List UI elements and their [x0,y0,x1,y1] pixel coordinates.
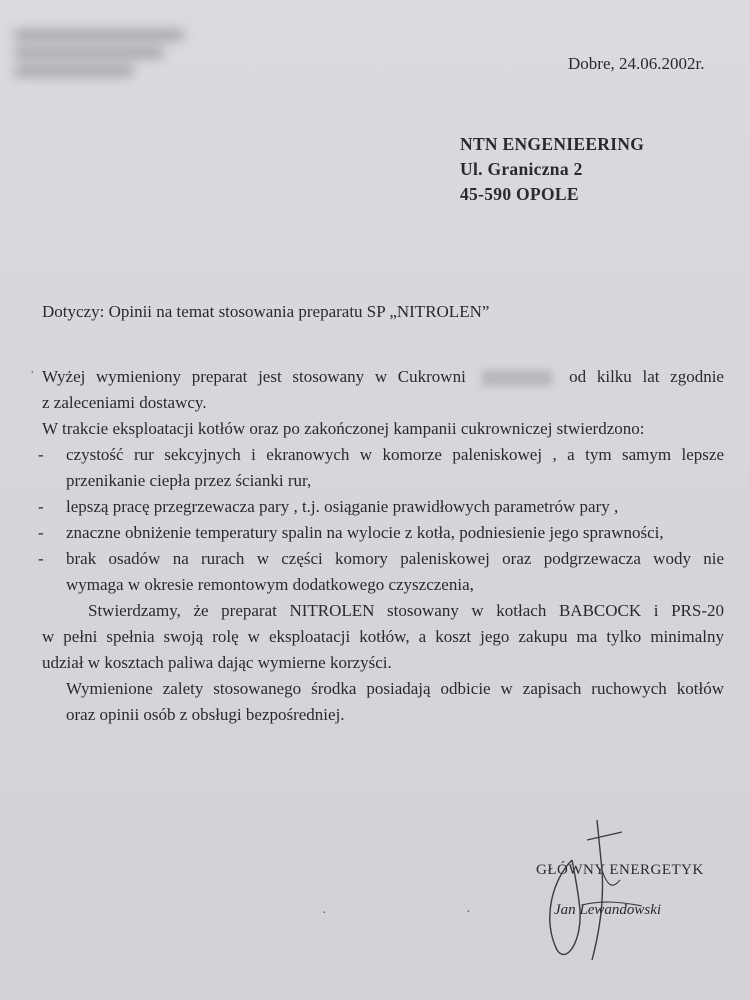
list-item-continuation: wymaga w okresie remontowym dodatkowego czyszczenia, [66,575,474,594]
handwritten-signature [512,810,672,970]
list-item: - lepszą pracę przegrzewacza pary , t.j. osiąganie prawidłowych parametrów pary , [38,497,619,516]
stray-mark: · [466,905,471,920]
letter-date: Dobre, 24.06.2002r. [568,54,705,73]
intro-line-1: Wyżej wymieniony preparat jest stosowany w Cukrowni od kilku lat zgodnie [42,367,724,386]
conclusion-line-2: w pełni spełnia swoją rolę w eksploatacji kotłów, a koszt jego zakupu ma tylko minimalny [42,627,724,646]
letter-subject: Dotyczy: Opinii na temat stosowania preparatu SP „NITROLEN” [42,302,490,321]
conclusion-line-1: Stwierdzamy, że preparat NITROLEN stosowany w kotłach BABCOCK i PRS-20 [88,601,724,620]
letter-body [38,364,724,728]
list-item-continuation: przenikanie ciepła przez ścianki rur, [66,471,312,490]
recipient-city: 45-590 OPOLE [460,184,579,204]
findings-intro: W trakcie eksploatacji kotłów oraz po zakończonej kampanii cukrowniczej stwierdzono: [42,419,645,438]
signatory-name: Jan Lewandowski [554,902,662,918]
recipient-address [460,132,644,207]
redacted-letterhead [14,22,204,92]
stray-mark: · [30,366,35,381]
stray-mark: · [322,906,327,921]
list-item: - brak osadów na rurach w części komory paleniskowej oraz podgrzewacza wody nie [38,549,724,568]
signature-block [532,860,732,960]
recipient-name: NTN ENGENIEERING [460,134,645,154]
conclusion-line-3: udział w kosztach paliwa dając wymierne korzyści. [42,653,392,672]
closing-line-2: oraz opinii osób z obsługi bezpośredniej. [66,705,345,724]
signatory-title: GŁÓWNY ENERGETYK [536,862,704,878]
closing-line-1: Wymienione zalety stosowanego środka posiadają odbicie w zapisach ruchowych kotłów [66,679,724,698]
list-item: - znaczne obniżenie temperatury spalin na wylocie z kotła, podniesienie jego sprawności, [38,523,664,542]
redacted-name [482,370,552,386]
list-item: - czystość rur sekcyjnych i ekranowych w komorze paleniskowej , a tym samym lepsze [38,445,724,464]
intro-line-2: z zaleceniami dostawcy. [42,393,207,412]
recipient-street: Ul. Graniczna 2 [460,159,583,179]
